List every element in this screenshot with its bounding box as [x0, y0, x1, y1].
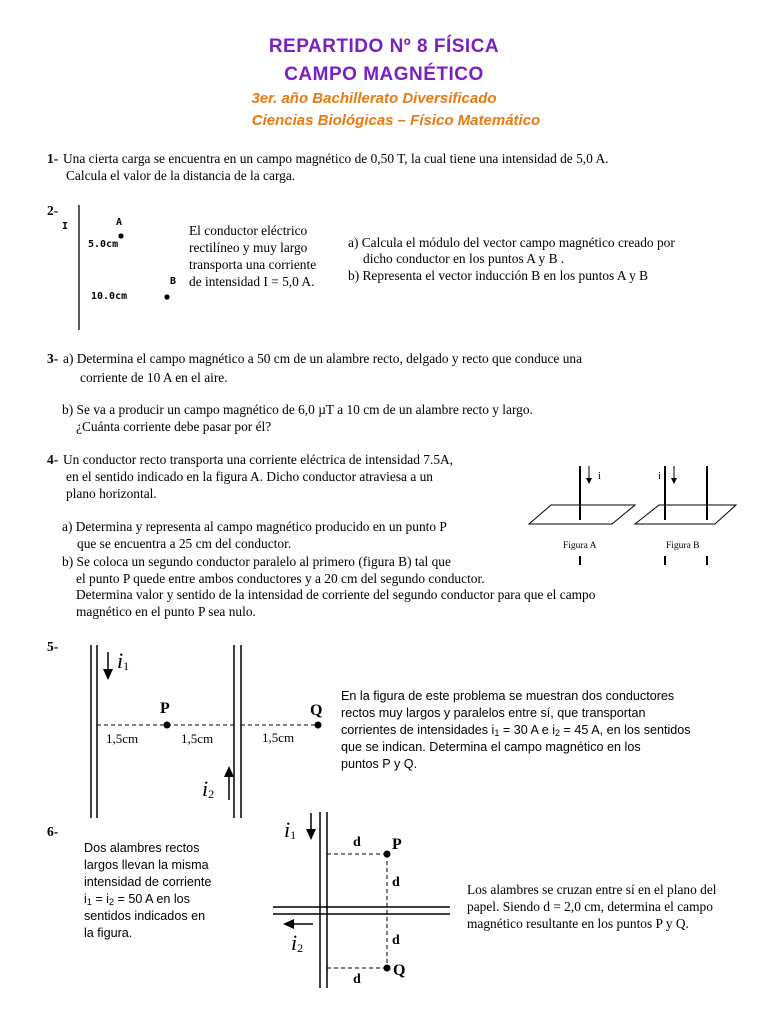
page-subtitle: CAMPO MAGNÉTICO — [284, 64, 484, 85]
current-i1-label: $i_1$ — [117, 648, 130, 673]
problem-1-line-2: Calcula el valor de la distancia de la carga. — [66, 168, 296, 183]
problem-4-a-2: que se encuentra a 25 cm del conductor. — [77, 536, 292, 551]
problem-6-line-3: intensidad de corriente — [84, 875, 212, 889]
problem-5-number: 5- — [47, 639, 59, 654]
current-label-i: I — [62, 221, 69, 232]
problem-1-number: 1- — [47, 151, 59, 166]
figure-a-caption: Figura A — [563, 541, 597, 551]
problem-6-line-6: la figura. — [84, 926, 133, 940]
problem-3-a-2: corriente de 10 A en el aire. — [80, 370, 228, 385]
point-q-label-6: Q — [393, 962, 406, 979]
point-p-label: P — [160, 700, 170, 717]
problem-4-b-2: el punto P quede entre ambos conductores y a 20 cm del segundo conductor. — [76, 571, 485, 586]
problem-6-right-2: papel. Siendo d = 2,0 cm, determina el campo — [467, 899, 713, 914]
distance-a-label: 5.0cm — [88, 239, 119, 250]
problem-3-a-1: a) Determina el campo magnético a 50 cm de un alambre recto, delgado y recto que conduce una — [63, 351, 583, 366]
problem-3-b-1: b) Se va a producir un campo magnético de 6,0 µT a 10 cm de un alambre recto y largo. — [62, 402, 533, 417]
problem-5-text-1: En la figura de este problema se muestran dos conductores — [341, 689, 675, 703]
problem-6-line-1: Dos alambres rectos — [84, 841, 200, 855]
problem-6-number: 6- — [47, 824, 59, 839]
problem-4-b-1: b) Se coloca un segundo conductor paralelo al primero (figura B) tal que — [62, 554, 451, 569]
distance-d-label-bottom: d — [353, 972, 361, 987]
problem-5-text-2: rectos muy largos y paralelos entre sí, que transportan — [341, 706, 646, 720]
problem-4-a-1: a) Determina y representa al campo magnético producido en un punto P — [62, 519, 447, 534]
problem-2-number: 2- — [47, 203, 59, 218]
wire-6-i1-label: $i_1$ — [284, 817, 297, 842]
distance-2-label: 1,5cm — [181, 731, 214, 746]
distance-d-label-top: d — [353, 835, 361, 850]
problem-5-text-4: que se indican. Determina el campo magnético en los — [341, 740, 641, 754]
page-title: REPARTIDO Nº 8 FÍSICA — [268, 36, 500, 57]
problem-6-line-5: sentidos indicados en — [84, 909, 206, 923]
distance-1-label: 1,5cm — [106, 731, 139, 746]
problem-6-right-1: Los alambres se cruzan entre sí en el plano del — [467, 882, 717, 897]
problem-2-desc-4: de intensidad I = 5,0 A. — [189, 274, 315, 289]
point-a-label: A — [116, 217, 123, 228]
problem-6-line-2: largos llevan la misma — [84, 858, 209, 872]
problem-6-line-4: $i_1 = i_2 = 50$ A en los — [84, 892, 190, 907]
point-q-label: Q — [310, 702, 323, 719]
problem-4-line-2: en el sentido indicado en la figura A. Dicho conductor atraviesa a un — [66, 469, 433, 484]
orientation-label: Ciencias Biológicas – Físico Matemático — [251, 112, 541, 129]
course-label: 3er. año Bachillerato Diversificado — [251, 90, 497, 107]
figure-b-current-label: i — [658, 470, 662, 482]
figure-a-current-label: i — [598, 470, 602, 482]
problem-4-line-1: Un conductor recto transporta una corriente eléctrica de intensidad 7.5A, — [63, 452, 454, 467]
distance-b-label: 10.0cm — [91, 291, 128, 302]
problem-4-line-3: plano horizontal. — [66, 486, 157, 501]
figure-b-caption: Figura B — [666, 541, 700, 551]
problem-1-line-1: Una cierta carga se encuentra en un campo magnético de 0,50 T, la cual tiene una intensidad de 5,0 A. — [63, 151, 609, 166]
problem-5-text-3: corrientes de intensidades $i_1 = 30$ A e $i_2 = 45$ A, en los sentidos — [341, 723, 691, 738]
problem-4-number: 4- — [47, 452, 59, 467]
problem-5-text-5: puntos P y Q. — [341, 757, 418, 771]
problem-2-question-a-1: a) Calcula el módulo del vector campo magnético creado por — [348, 235, 675, 250]
problem-2-desc-2: rectilíneo y muy largo — [189, 240, 308, 255]
distance-3-label: 1,5cm — [262, 730, 295, 745]
problem-3-number: 3- — [47, 351, 59, 366]
problem-2-question-b: b) Representa el vector inducción B en los puntos A y B — [348, 268, 649, 283]
problem-4-b-4: magnético en el punto P sea nulo. — [76, 604, 256, 619]
distance-d-label-lower: d — [392, 933, 400, 948]
problem-3-b-2: ¿Cuánta corriente debe pasar por él? — [76, 419, 272, 434]
point-p-label-6: P — [392, 836, 402, 853]
wire-6-i2-label: $i_2$ — [291, 930, 304, 955]
point-b-label: B — [170, 276, 177, 287]
problem-2-desc-3: transporta una corriente — [189, 257, 317, 272]
current-i2-label: $i_2$ — [202, 776, 215, 801]
distance-d-label-upper: d — [392, 875, 400, 890]
problem-4-b-3: Determina valor y sentido de la intensidad de corriente del segundo conductor para que el campo — [76, 587, 596, 602]
problem-2-desc-1: El conductor eléctrico — [189, 223, 308, 238]
problem-6-right-3: magnético resultante en los puntos P y Q. — [467, 916, 689, 931]
problem-2-question-a-2: dicho conductor en los puntos A y B . — [363, 251, 565, 266]
